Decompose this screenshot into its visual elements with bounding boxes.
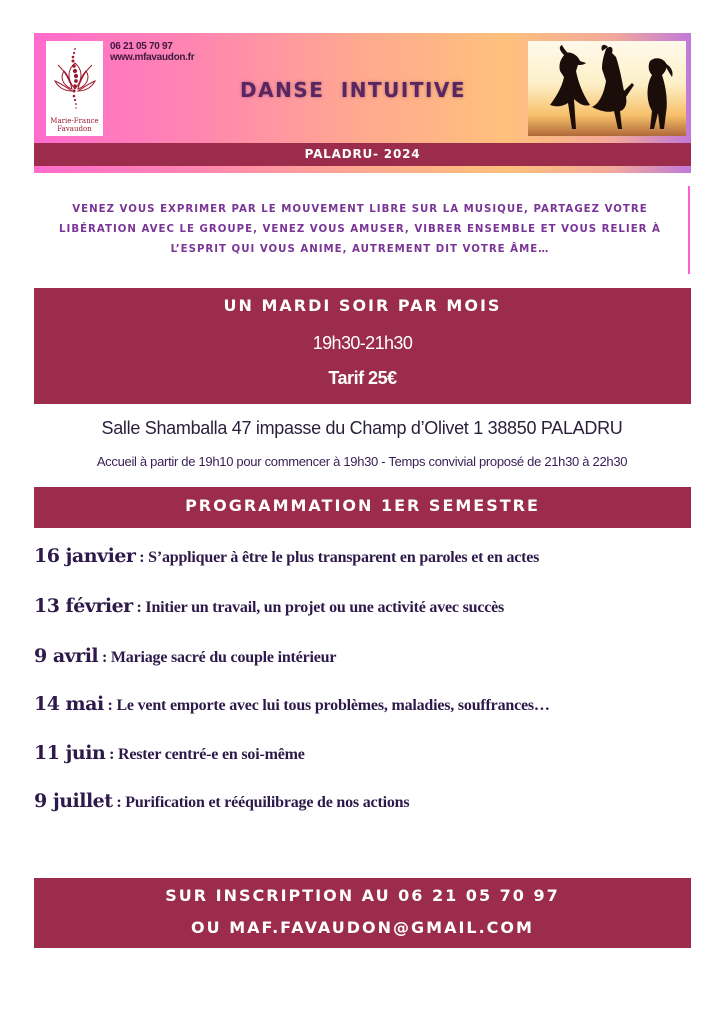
header-contact — [110, 41, 194, 63]
registration-box — [34, 878, 691, 948]
venue-address: Salle Shamballa 47 impasse du Champ d’Olivet 1 38850 PALADRU — [101, 418, 623, 438]
intro-line: LIBÉRATION AVEC LE GROUPE, VENEZ VOUS AMUSER, VIBRER ENSEMBLE ET VOUS RELIER À — [59, 224, 661, 235]
program-heading: PROGRAMMATION 1ER SEMESTRE — [34, 487, 691, 528]
logo — [46, 41, 103, 136]
program-date: 16 janvier — [34, 545, 136, 567]
program-date: 13 février — [34, 595, 133, 617]
program-description: Purification et rééquilibrage de nos actions — [125, 794, 410, 811]
program-separator: : — [98, 649, 111, 666]
registration-phone: SUR INSCRIPTION AU 06 21 05 70 97 — [165, 886, 560, 905]
schedule-box — [34, 288, 691, 404]
program-item — [34, 645, 704, 667]
registration-email[interactable]: OU MAF.FAVAUDON@GMAIL.COM — [191, 918, 534, 937]
program-separator: : — [105, 746, 119, 763]
intro-line: L’ESPRIT QUI VOUS ANIME, AUTREMENT DIT VOTRE ÂME… — [170, 244, 550, 255]
dancers-photo — [528, 41, 686, 136]
program-item — [34, 790, 704, 812]
schedule-time: 19h30-21h30 — [312, 333, 413, 353]
intro-text — [40, 200, 680, 260]
program-separator: : — [135, 549, 149, 566]
schedule-price: Tarif 25€ — [328, 368, 397, 388]
program-separator: : — [132, 599, 146, 616]
program-description: Rester centré-e en soi-même — [118, 746, 305, 763]
program-description: S’appliquer à être le plus transparent en paroles et en actes — [148, 549, 540, 566]
program-item — [34, 545, 704, 567]
program-item — [34, 742, 704, 764]
dancers-silhouette-icon — [528, 41, 686, 136]
intro-line: VENEZ VOUS EXPRIMER PAR LE MOUVEMENT LIBRE SUR LA MUSIQUE, PARTAGEZ VOTRE — [72, 204, 648, 215]
program-description: Mariage sacré du couple intérieur — [110, 649, 337, 666]
program-item — [34, 693, 704, 715]
page-title: DANSE INTUITIVE — [240, 78, 467, 102]
decorative-vertical-bar — [688, 186, 690, 274]
program-item — [34, 595, 704, 617]
venue-welcome-info: Accueil à partir de 19h10 pour commencer à 19h30 - Temps convivial proposé de 21h30 à 22h30 — [96, 454, 628, 469]
program-date: 9 juillet — [34, 790, 113, 812]
header-banner — [34, 33, 691, 173]
program-description: Initier un travail, un projet ou une activité avec succès — [145, 599, 505, 616]
logo-name-first: Marie-France — [50, 117, 99, 125]
program-date: 14 mai — [34, 693, 104, 715]
header-phone: 06 21 05 70 97 — [110, 41, 173, 52]
location-year-band: PALADRU- 2024 — [34, 143, 691, 166]
program-date: 11 juin — [34, 742, 106, 764]
logo-name-last: Favaudon — [57, 125, 92, 133]
header-website[interactable]: www.mfavaudon.fr — [110, 52, 195, 63]
program-date: 9 avril — [34, 645, 99, 667]
program-description: Le vent emporte avec lui tous problèmes, maladies, souffrances… — [116, 697, 550, 714]
lotus-spine-logo-icon — [52, 43, 98, 117]
program-separator: : — [112, 794, 126, 811]
schedule-heading: UN MARDI SOIR PAR MOIS — [223, 296, 502, 315]
program-separator: : — [103, 697, 117, 714]
